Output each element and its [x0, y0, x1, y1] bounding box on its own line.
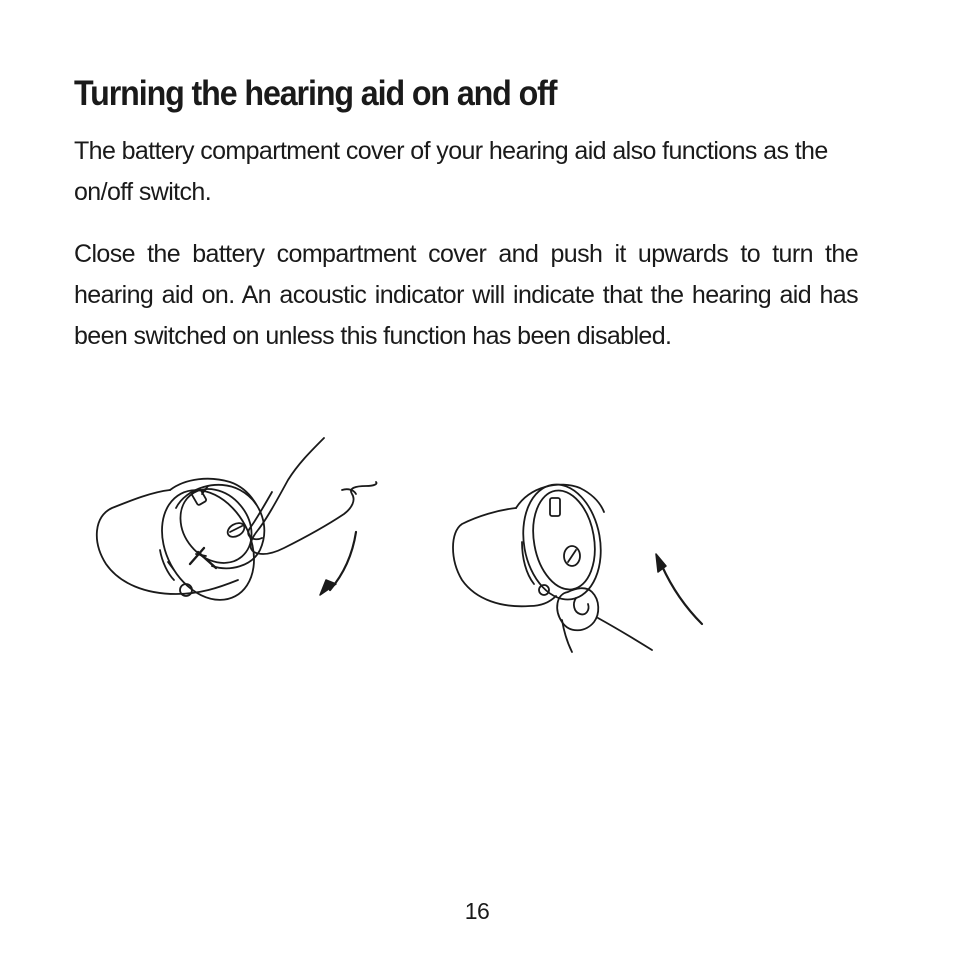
upward-arrow [662, 566, 702, 624]
hearing-aid-cover-open-icon [90, 430, 390, 610]
hearing-aid-shell [453, 508, 556, 606]
page-title: Turning the hearing aid on and off [74, 74, 557, 113]
intro-paragraph: The battery compartment cover of your hearing aid also functions as the on/off switch. [74, 137, 828, 206]
hearing-aid-cover-close-icon [450, 470, 720, 655]
page-number: 16 [464, 898, 490, 924]
downward-arrow [330, 532, 356, 590]
instruction-paragraph: Close the battery compartment cover and push it upwards to turn the hearing aid on. An acoustic indicator will indicate that the hearing aid has been switched on unless this function has been disabled. [74, 240, 858, 350]
vent [539, 585, 549, 595]
